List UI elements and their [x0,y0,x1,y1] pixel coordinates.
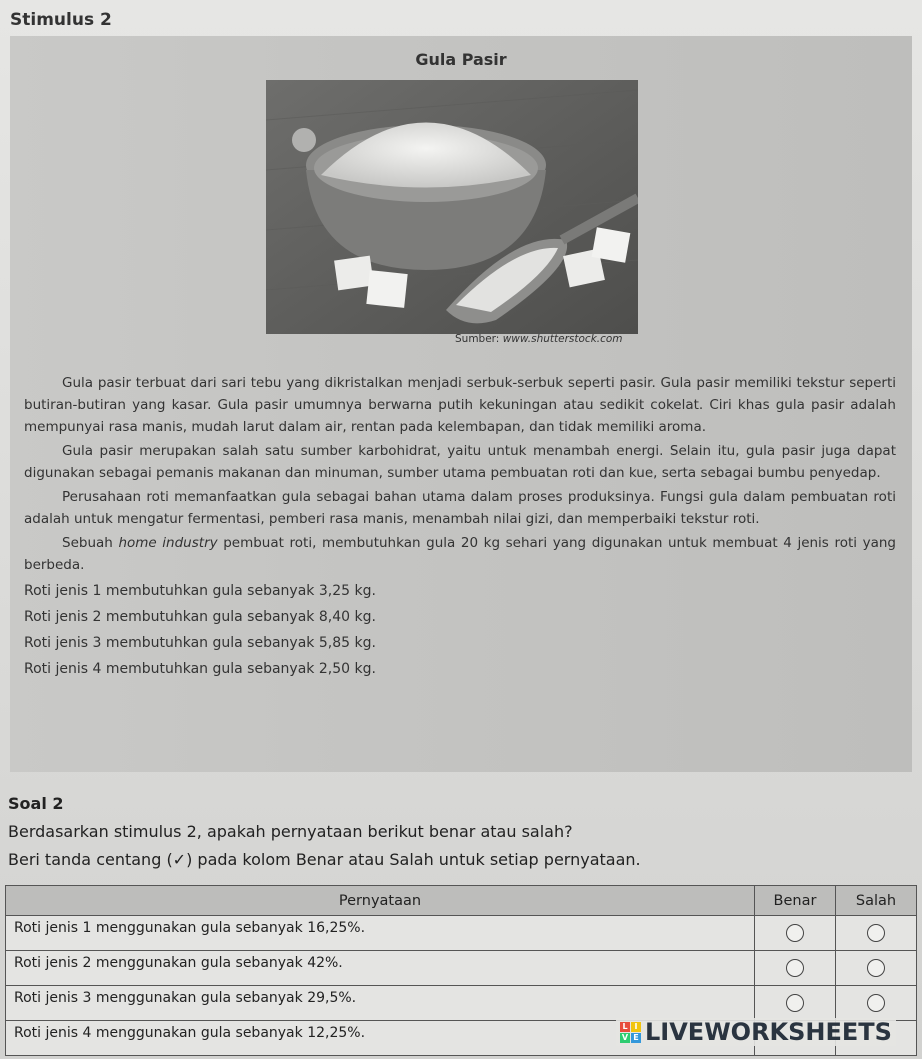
stimulus-title: Gula Pasir [415,50,507,69]
header-true: Benar [755,886,836,916]
paragraph-3: Perusahaan roti memanfaatkan gula sebagai bahan utama dalam proses produksinya. Fungsi gula dalam pembuatan roti adalah untuk mengatur fermentasi, pemberi rasa manis, menambah nilai gizi, dan memperbaiki tekstur roti. [24,489,896,527]
stimulus-label: Stimulus 2 [10,10,112,30]
true-radio-3[interactable] [786,994,804,1012]
sugar-bowl-photo [266,80,638,334]
list-item: Roti jenis 4 membutuhkan gula sebanyak 2,50 kg. [24,661,376,677]
header-statement: Pernyataan [6,886,755,916]
question-line-2: Beri tanda centang (✓) pada kolom Benar atau Salah untuk setiap pernyataan. [8,850,641,869]
false-radio-3[interactable] [867,994,885,1012]
brand-name: LIVEWORKSHEETS [645,1018,892,1046]
p4-before: Sebuah [62,535,119,551]
table-row [6,986,917,1021]
table-row [6,916,917,951]
list-item: Roti jenis 3 membutuhkan gula sebanyak 5,85 kg. [24,635,376,651]
statement-4: Roti jenis 4 menggunakan gula sebanyak 12,25%. [6,1021,755,1056]
true-cell-3 [755,986,836,1021]
p4-after: pembuat roti, membutuhkan gula 20 kg sehari yang digunakan untuk membuat 4 jenis roti yang berbeda. [24,535,896,573]
source-label: Sumber: [455,333,500,345]
true-radio-2[interactable] [786,959,804,977]
stimulus-box [10,36,912,772]
stimulus-text [24,372,896,684]
paragraph-1: Gula pasir terbuat dari sari tebu yang dikristalkan menjadi serbuk-serbuk seperti pasir. Gula pasir memiliki tekstur seperti butiran-butiran yang kasar. Gula pasir umumnya berwarna putih kekuningan atau sedikit cokelat. Ciri khas gula pasir adalah mempunyai rasa manis, mudah larut dalam air, rentan pada kelembapan, dan tidak memiliki aroma. [24,375,896,435]
list-item: Roti jenis 1 membutuhkan gula sebanyak 3,25 kg. [24,583,376,599]
paragraph-2: Gula pasir merupakan salah satu sumber karbohidrat, yaitu untuk menambah energi. Selain itu, gula pasir juga dapat digunakan sebagai pemanis makanan dan minuman, sumber utama pembuatan roti dan kue, serta sebagai bumbu penyedap. [24,443,896,481]
statement-3: Roti jenis 3 menggunakan gula sebanyak 29,5%. [6,986,755,1021]
question-label: Soal 2 [8,794,64,813]
false-cell-1 [836,916,917,951]
true-cell-2 [755,951,836,986]
logo-letter-e: E [631,1033,641,1043]
liveworksheets-brand [616,1018,896,1046]
logo-letter-l: L [620,1022,630,1032]
statement-2: Roti jenis 2 menggunakan gula sebanyak 42%. [6,951,755,986]
false-cell-2 [836,951,917,986]
true-radio-1[interactable] [786,924,804,942]
paragraph-4 [24,532,896,576]
list-item: Roti jenis 2 membutuhkan gula sebanyak 8,40 kg. [24,609,376,625]
liveworksheets-logo-icon [620,1022,641,1043]
logo-letter-v: V [621,1032,629,1042]
header-false: Salah [836,886,917,916]
logo-letter-i: I [631,1022,641,1032]
table-row [6,951,917,986]
question-line-1: Berdasarkan stimulus 2, apakah pernyataan berikut benar atau salah? [8,822,573,841]
source-url: www.shutterstock.com [502,333,623,345]
table-header-row [6,886,917,916]
statement-1: Roti jenis 1 menggunakan gula sebanyak 16,25%. [6,916,755,951]
false-radio-2[interactable] [867,959,885,977]
sugar-bowl-illustration [266,80,638,334]
image-source [455,333,623,345]
true-cell-1 [755,916,836,951]
false-radio-1[interactable] [867,924,885,942]
p4-italic: home industry [118,535,218,551]
false-cell-3 [836,986,917,1021]
